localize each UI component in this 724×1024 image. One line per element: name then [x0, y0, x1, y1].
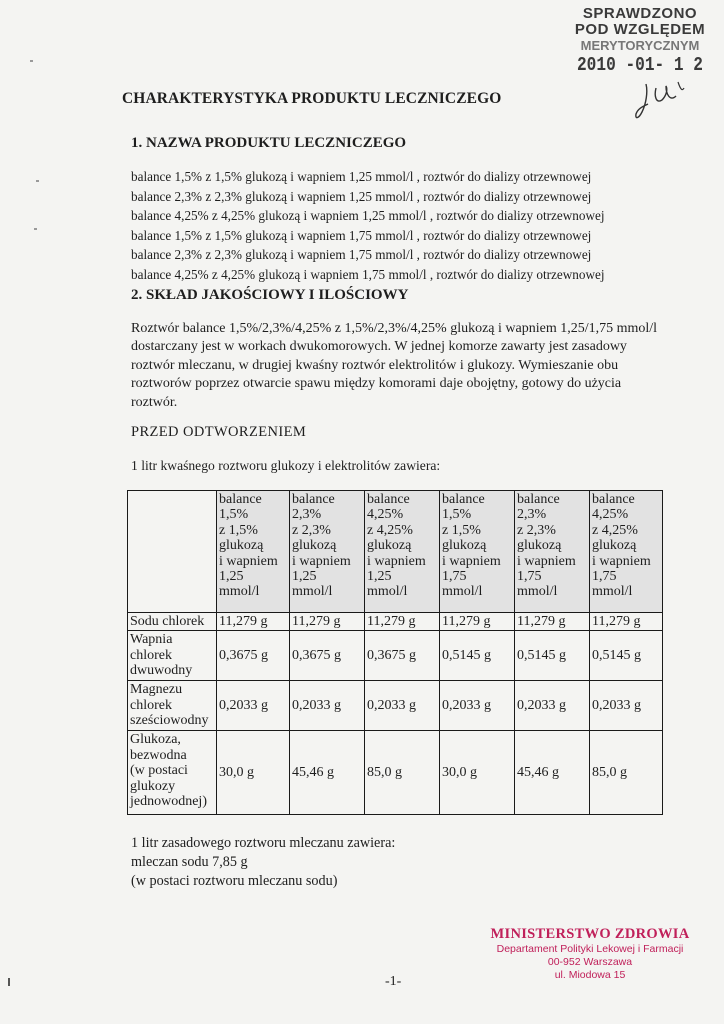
table-header-line: z 1,5% [442, 522, 481, 538]
table-cell: 0,3675 g [217, 631, 290, 681]
table-cell: 11,279 g [515, 613, 590, 631]
table-header-line: mmol/l [219, 584, 260, 600]
product-names-list [131, 167, 651, 284]
table-row-label-line: Glukoza, [130, 732, 181, 748]
table-header-line: 1,5% [219, 507, 249, 523]
stamp-line-3: MERYTORYCZNYM [580, 38, 700, 53]
table-cell: 0,2033 g [590, 681, 663, 731]
table-header-cell [290, 491, 365, 613]
alkaline-content: mleczan sodu 7,85 g [131, 853, 248, 870]
scan-mark [30, 60, 33, 62]
table-header-line: i wapniem [292, 553, 351, 569]
table-row-label-line: bezwodna [130, 747, 187, 763]
table-cell: 30,0 g [217, 731, 290, 815]
table-row [128, 681, 663, 731]
table-header-line: balance [517, 492, 560, 507]
ministry-name: MINISTERSTWO ZDROWIA [490, 926, 690, 942]
table-row-label [128, 681, 217, 731]
table-cell: 11,279 g [440, 613, 515, 631]
table-cell: 11,279 g [365, 613, 440, 631]
table-header-line: mmol/l [292, 584, 333, 600]
table-cell: 11,279 g [590, 613, 663, 631]
stamp-line-2: POD WZGLĘDEM [574, 21, 706, 38]
table-header-cell [365, 491, 440, 613]
document-title: CHARAKTERYSTYKA PRODUKTU LECZNICZEGO [122, 90, 502, 107]
table-header-line: 1,75 [442, 569, 467, 585]
alkaline-note: (w postaci roztworu mleczanu sodu) [131, 872, 338, 889]
table-header-cell [515, 491, 590, 613]
table-header-line: balance [442, 492, 485, 507]
table-row-label-line: Sodu chlorek [130, 614, 205, 629]
table-row-label-line: chlorek [130, 647, 172, 663]
table-header-line: 4,25% [367, 507, 404, 523]
table-row-label-line: dwuwodny [130, 663, 193, 679]
table-cell: 85,0 g [590, 731, 663, 815]
scan-mark [8, 978, 10, 986]
table-header-line: 2,3% [517, 507, 547, 523]
table-header-line: balance [592, 492, 635, 507]
ministry-address-city: 00-952 Warszawa [547, 956, 633, 968]
handwritten-signature [632, 78, 692, 124]
table-header-line: 1,5% [442, 507, 472, 523]
table-row-label-line: Magnezu [130, 682, 183, 698]
table-header-line: glukozą [292, 538, 337, 554]
approval-stamp [560, 6, 720, 76]
table-cell: 0,3675 g [365, 631, 440, 681]
table-header-line: i wapniem [219, 553, 278, 569]
table-header-line: z 2,3% [292, 522, 331, 538]
table-cell: 0,3675 g [290, 631, 365, 681]
table-header-line: 1,25 [219, 569, 244, 585]
table-cell: 0,5145 g [515, 631, 590, 681]
table-cell: 11,279 g [290, 613, 365, 631]
table-header-line: glukozą [592, 538, 637, 554]
table-header-line: balance [219, 492, 262, 507]
product-name-line: balance 1,5% z 1,5% glukozą i wapniem 1,75 mmol/l , roztwór do dializy otrzewnowej [131, 227, 592, 243]
table-cell: 0,2033 g [217, 681, 290, 731]
composition-table [127, 490, 663, 815]
alkaline-solution-block [131, 834, 395, 890]
table-row-label [128, 631, 217, 681]
table-header-line: balance [367, 492, 410, 507]
table-cell: 0,5145 g [440, 631, 515, 681]
table-row-label-line: glukozy [130, 778, 176, 794]
before-reconstitution-label: PRZED ODTWORZENIEM [131, 424, 307, 440]
stamp-line-1: SPRAWDZONO [582, 5, 698, 22]
table-row [128, 731, 663, 815]
table-cell: 0,2033 g [290, 681, 365, 731]
product-name-line: balance 1,5% z 1,5% glukozą i wapniem 1,25 mmol/l , roztwór do dializy otrzewnowej [131, 169, 592, 184]
alkaline-intro: 1 litr zasadowego roztworu mleczanu zawiera: [131, 835, 396, 851]
table-header-line: glukozą [517, 538, 562, 554]
table-header-cell [590, 491, 663, 613]
table-cell: 30,0 g [440, 731, 515, 815]
table-cell: 45,46 g [290, 731, 365, 815]
ministry-department: Departament Polityki Lekowej i Farmacji [496, 943, 684, 955]
table-row [128, 613, 663, 631]
page-number: -1- [385, 974, 402, 989]
table-header-line: i wapniem [367, 553, 426, 569]
ministry-stamp [470, 926, 710, 982]
table-header-line: 1,25 [367, 569, 392, 585]
table-header-line: z 1,5% [219, 522, 258, 538]
scan-mark [36, 180, 39, 182]
table-intro: 1 litr kwaśnego roztworu glukozy i elektrolitów zawiera: [131, 458, 441, 473]
table-header-line: 1,75 [517, 569, 542, 585]
composition-paragraph: Roztwór balance 1,5%/2,3%/4,25% z 1,5%/2,3%/4,25% glukozą i wapniem 1,25/1,75 mmol/l dostarczany jest w workach dwukomorowych. W jednej komorze zawarty jest zasadowy roztwór mleczanu, w drugiej kwaśny roztwór elektrolitów i glukozy. Wymieszanie obu roztworów poprzez otwarcie spawu między komorami daje obojętny, gotowy do użycia roztwór. [131, 321, 658, 410]
scan-mark [34, 228, 37, 230]
ministry-address-street: ul. Miodowa 15 [554, 969, 626, 981]
table-header-line: 2,3% [292, 507, 322, 523]
table-header-line: i wapniem [592, 553, 651, 569]
product-name-line: balance 2,3% z 2,3% glukozą i wapniem 1,75 mmol/l , roztwór do dializy otrzewnowej [131, 247, 592, 262]
table-header-line: mmol/l [592, 584, 633, 600]
table-header-line: i wapniem [442, 553, 501, 569]
table-cell: 0,5145 g [590, 631, 663, 681]
table-header-line: balance [292, 492, 335, 507]
table-row-label-line: Wapnia [130, 632, 173, 648]
table-header-line: mmol/l [517, 584, 558, 600]
table-cell: 85,0 g [365, 731, 440, 815]
table-header-line: z 2,3% [517, 522, 556, 538]
table-row-label-line: sześciowodny [130, 713, 209, 729]
table-header-line: i wapniem [517, 553, 576, 569]
table-row-label-line: (w postaci [130, 763, 188, 779]
section-2-heading: 2. SKŁAD JAKOŚCIOWY I ILOŚCIOWY [131, 287, 409, 303]
table-header-cell [217, 491, 290, 613]
section-1-heading: 1. NAZWA PRODUKTU LECZNICZEGO [131, 135, 407, 151]
table-row-label-line: chlorek [130, 697, 172, 713]
table-header-line: z 4,25% [592, 522, 638, 538]
table-header-line: 1,25 [292, 569, 317, 585]
table-row-label-line: jednowodnej) [130, 794, 207, 810]
table-row-label [128, 731, 217, 815]
table-header-line: glukozą [442, 538, 487, 554]
product-name-line: balance 2,3% z 2,3% glukozą i wapniem 1,25 mmol/l , roztwór do dializy otrzewnowej [131, 188, 592, 204]
table-cell: 11,279 g [217, 613, 290, 631]
table-cell: 0,2033 g [365, 681, 440, 731]
table-cell: 0,2033 g [515, 681, 590, 731]
table-header-line: 1,75 [592, 569, 617, 585]
table-header-line: z 4,25% [367, 522, 413, 538]
product-name-line: balance 4,25% z 4,25% glukozą i wapniem 1,75 mmol/l , roztwór do dializy otrzewnowej [131, 266, 605, 282]
stamp-date: 2010 -01- 1 2 [576, 54, 703, 76]
table-header-row [128, 491, 663, 613]
table-cell: 0,2033 g [440, 681, 515, 731]
product-name-line: balance 4,25% z 4,25% glukozą i wapniem 1,25 mmol/l , roztwór do dializy otrzewnowej [131, 208, 605, 223]
table-header-line: glukozą [367, 538, 412, 554]
table-header-line: 4,25% [592, 507, 629, 523]
table-cell: 45,46 g [515, 731, 590, 815]
table-header-line: mmol/l [442, 584, 483, 600]
table-row-label [128, 613, 217, 631]
table-header-line: mmol/l [367, 584, 408, 600]
table-corner-cell [128, 491, 217, 613]
table-header-line: glukozą [219, 538, 264, 554]
table-row [128, 631, 663, 681]
table-header-cell [440, 491, 515, 613]
